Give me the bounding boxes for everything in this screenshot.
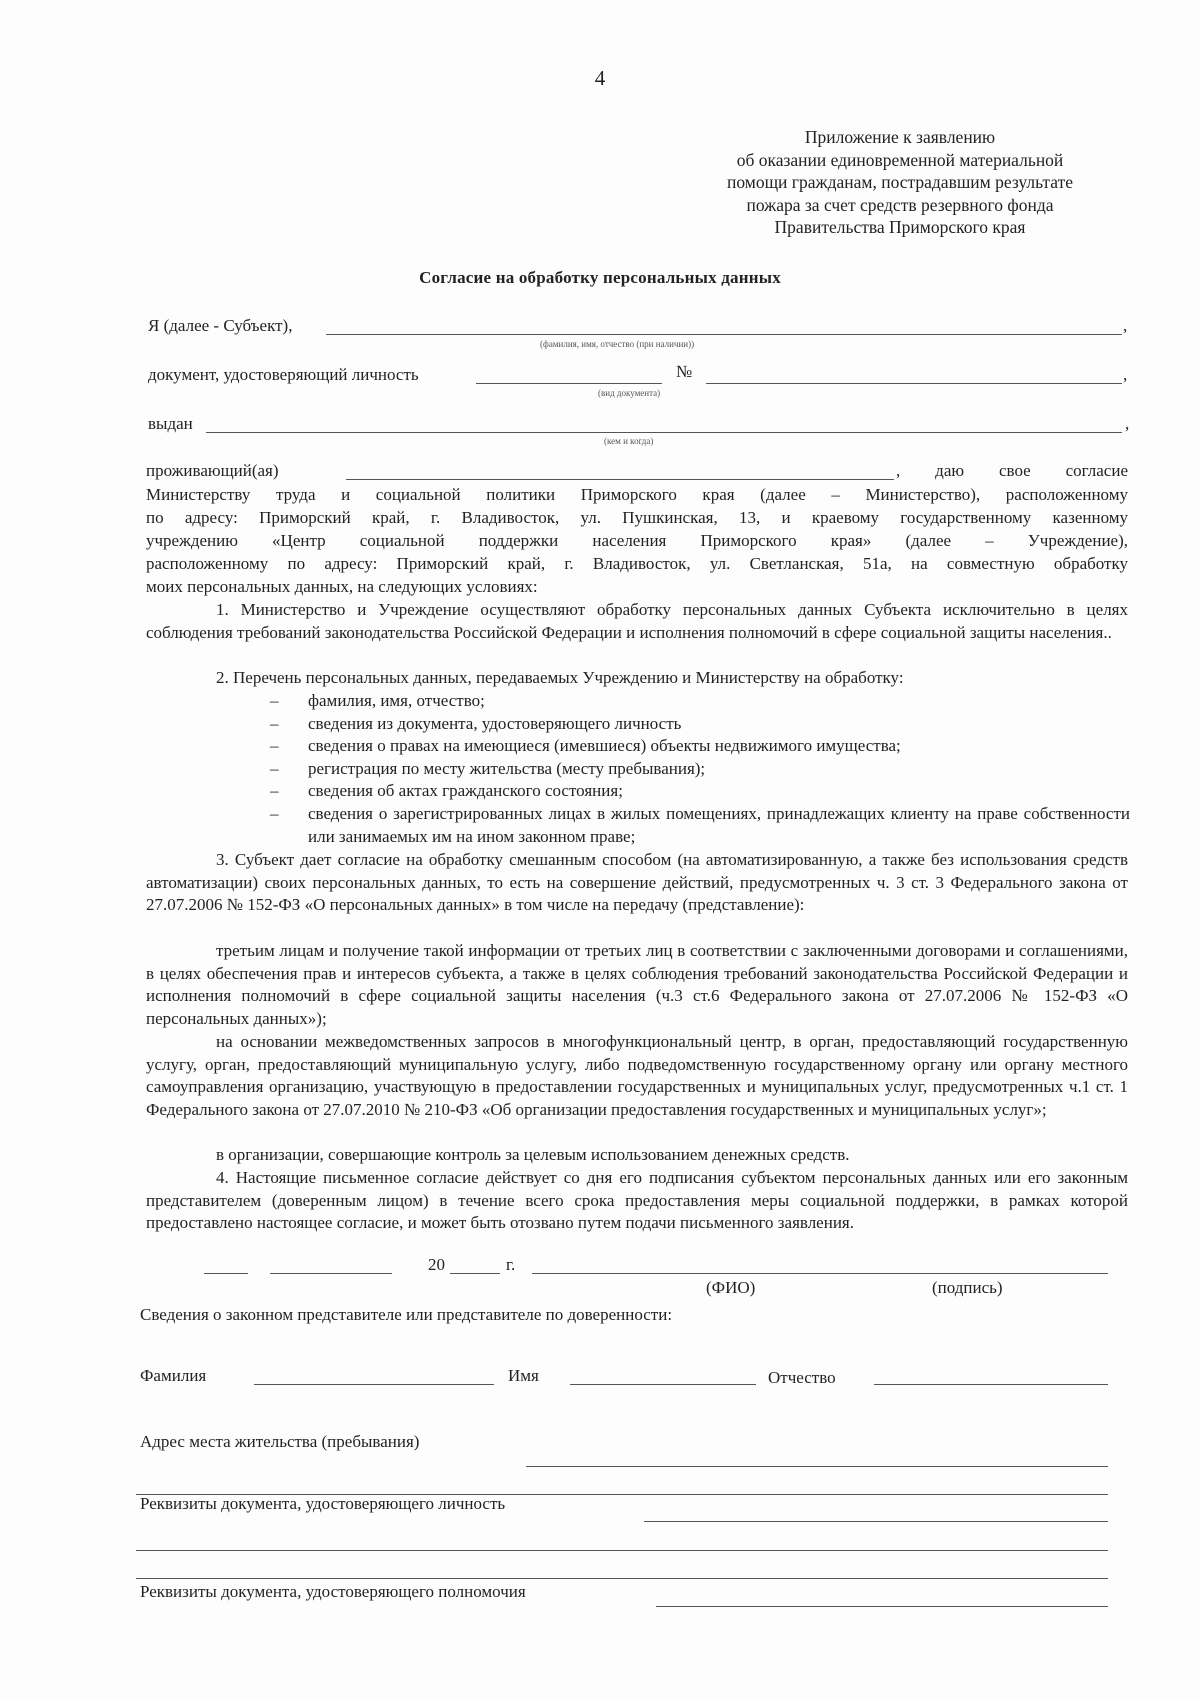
representative-name-field[interactable]	[570, 1384, 756, 1385]
subject-label: Я (далее - Субъект),	[148, 316, 293, 335]
issued-caption: (кем и когда)	[604, 436, 654, 446]
id-document-number-field[interactable]	[706, 383, 1122, 384]
intro-line: по адресу: Приморский край, г. Владивосток, ул. Пушкинская, 13, и краевому государственному казенному	[146, 508, 1128, 527]
surname-label: Фамилия	[140, 1366, 207, 1385]
list-item: – сведения из документа, удостоверяющего личность	[260, 713, 1130, 736]
patronymic-label: Отчество	[768, 1368, 836, 1387]
dash-bullet-icon: –	[270, 713, 279, 733]
id-doc-label: Реквизиты документа, удостоверяющего личность	[140, 1494, 506, 1513]
document-title: Согласие на обработку персональных данных	[419, 268, 781, 287]
dash-bullet-icon: –	[270, 781, 279, 801]
id-document-type-field[interactable]	[476, 383, 662, 384]
date-month-field[interactable]	[270, 1273, 392, 1274]
intro-line: моих персональных данных, на следующих условиях:	[146, 577, 538, 596]
subject-comma: ,	[1123, 316, 1128, 335]
clause-4: 4. Настоящие письменное согласие действует со дня его подписания субъектом персональных данных или его законным представителем (доверенным лицом) в течение всего срока предоставления меры социальной поддержки, в рамках которой предоставлено настоящее согласие, и может быть отозвано путем подачи письменного заявления.	[146, 1168, 1128, 1233]
page-number: 4	[594, 66, 606, 90]
representative-id-doc-field[interactable]	[644, 1521, 1108, 1522]
representative-patronymic-field[interactable]	[874, 1384, 1108, 1385]
clause-3: 3. Субъект дает согласие на обработку смешанным способом (на автоматизированную, а также без использования средств автоматизации) своих персональных данных, то есть на совершение действий, предусмотренных ч. 3 ст. 3 Федерального закона от 27.07.2006 № 152-ФЗ «О персональных данных» в том числе на передачу (представление):	[146, 850, 1128, 915]
issued-comma: ,	[1125, 414, 1130, 433]
representative-address-field[interactable]	[526, 1466, 1108, 1467]
year-suffix: г.	[506, 1255, 516, 1274]
dash-bullet-icon: –	[270, 758, 279, 778]
dash-bullet-icon: –	[270, 736, 279, 756]
address-label: Адрес места жительства (пребывания)	[140, 1432, 420, 1451]
intro-line: Министерству труда и социальной политики Приморского края (далее – Министерство), расположенному	[146, 485, 1128, 504]
header-line: Правительства Приморского края	[774, 217, 1026, 237]
representative-id-doc-field-3[interactable]	[136, 1578, 1108, 1579]
header-line: помощи гражданам, пострадавшим результате	[726, 172, 1074, 192]
date-day-field[interactable]	[204, 1273, 248, 1274]
authority-doc-label: Реквизиты документа, удостоверяющего полномочия	[140, 1582, 526, 1601]
subject-name-field[interactable]	[326, 334, 1122, 335]
clause-3-transfer-third-parties: третьим лицам и получение такой информации от третьих лиц в соответствии с заключенными договорами и соглашениями, в целях обеспечения прав и интересов субъекта, а также в целях соблюдения требований законодательства Российской Федерации и исполнения полномочий в сфере социальной защиты населения (ч.3 ст.6 Федерального закона от 27.07.2006 № 152-ФЗ «О персональных данных»);	[146, 941, 1128, 1028]
consent-phrase: , даю свое согласие	[896, 461, 1128, 480]
header-line: Приложение к заявлению	[804, 127, 996, 147]
representative-heading: Сведения о законном представителе или представителе по доверенности:	[140, 1305, 673, 1324]
fio-caption: (ФИО)	[706, 1278, 756, 1297]
signature-fio-field[interactable]	[532, 1273, 1108, 1274]
list-item: – фамилия, имя, отчество;	[260, 690, 1130, 713]
subject-name-caption: (фамилия, имя, отчество (при наличии))	[540, 339, 695, 349]
list-item: – сведения об актах гражданского состояния;	[260, 780, 1130, 803]
dash-bullet-icon: –	[270, 691, 279, 710]
id-document-caption: (вид документа)	[598, 388, 661, 398]
date-year-field[interactable]	[450, 1273, 500, 1274]
residing-label: проживающий(ая)	[146, 461, 279, 480]
name-label: Имя	[508, 1366, 539, 1385]
id-document-label: документ, удостоверяющий личность	[148, 365, 419, 384]
clause-3-control-organizations: в организации, совершающие контроль за целевым использованием денежных средств.	[216, 1145, 850, 1164]
intro-line: учреждению «Центр социальной поддержки населения Приморского края» (далее – Учреждение),	[146, 531, 1128, 550]
clause-1: 1. Министерство и Учреждение осуществляют обработку персональных данных Субъекта исключительно в целях соблюдения требований законодательства Российской Федерации и исполнения полномочий в сфере социальной защиты населения..	[146, 600, 1128, 642]
header-line: об оказании единовременной материальной	[736, 149, 1064, 170]
list-item: – сведения о зарегистрированных лицах в жилых помещениях, принадлежащих клиенту на праве собственности или занимаемых им на ином законном праве;	[270, 803, 1130, 846]
list-item: – сведения о правах на имеющиеся (имевшиеся) объекты недвижимого имущества;	[260, 735, 1130, 758]
issued-label: выдан	[148, 414, 193, 433]
signature-caption: (подпись)	[932, 1278, 1003, 1297]
document-comma: ,	[1123, 365, 1128, 384]
list-item: – регистрация по месту жительства (месту пребывания);	[260, 758, 1130, 781]
clause-2: 2. Перечень персональных данных, передаваемых Учреждению и Министерству на обработку:	[216, 668, 904, 687]
clause-3-interagency-requests: на основании межведомственных запросов в многофункциональный центр, в орган, предоставляющий государственную услугу, орган, предоставляющий муниципальную услугу, либо подведомственную государственному органу или органу местного самоуправления организацию, участвующую в предоставлении государственных и муниципальных услуг, предусмотренных ч.1 ст. 1 Федерального закона от 27.07.2010 № 210-ФЗ «Об организации предоставления государственных и муниципальных услуг»;	[146, 1032, 1128, 1119]
issued-by-field[interactable]	[206, 432, 1122, 433]
intro-line: расположенному по адресу: Приморский край, г. Владивосток, ул. Светланская, 51а, на совместную обработку	[146, 554, 1128, 573]
header-line: пожара за счет средств резервного фонда	[746, 194, 1054, 215]
residence-address-field[interactable]	[346, 479, 894, 480]
representative-surname-field[interactable]	[254, 1384, 494, 1385]
representative-id-doc-field-2[interactable]	[136, 1550, 1108, 1551]
year-prefix: 20	[428, 1255, 445, 1274]
appendix-header	[690, 126, 1110, 239]
document-number-sign: №	[676, 362, 693, 381]
dash-bullet-icon: –	[270, 803, 279, 823]
personal-data-list	[260, 690, 1130, 848]
representative-authority-doc-field[interactable]	[656, 1606, 1108, 1607]
